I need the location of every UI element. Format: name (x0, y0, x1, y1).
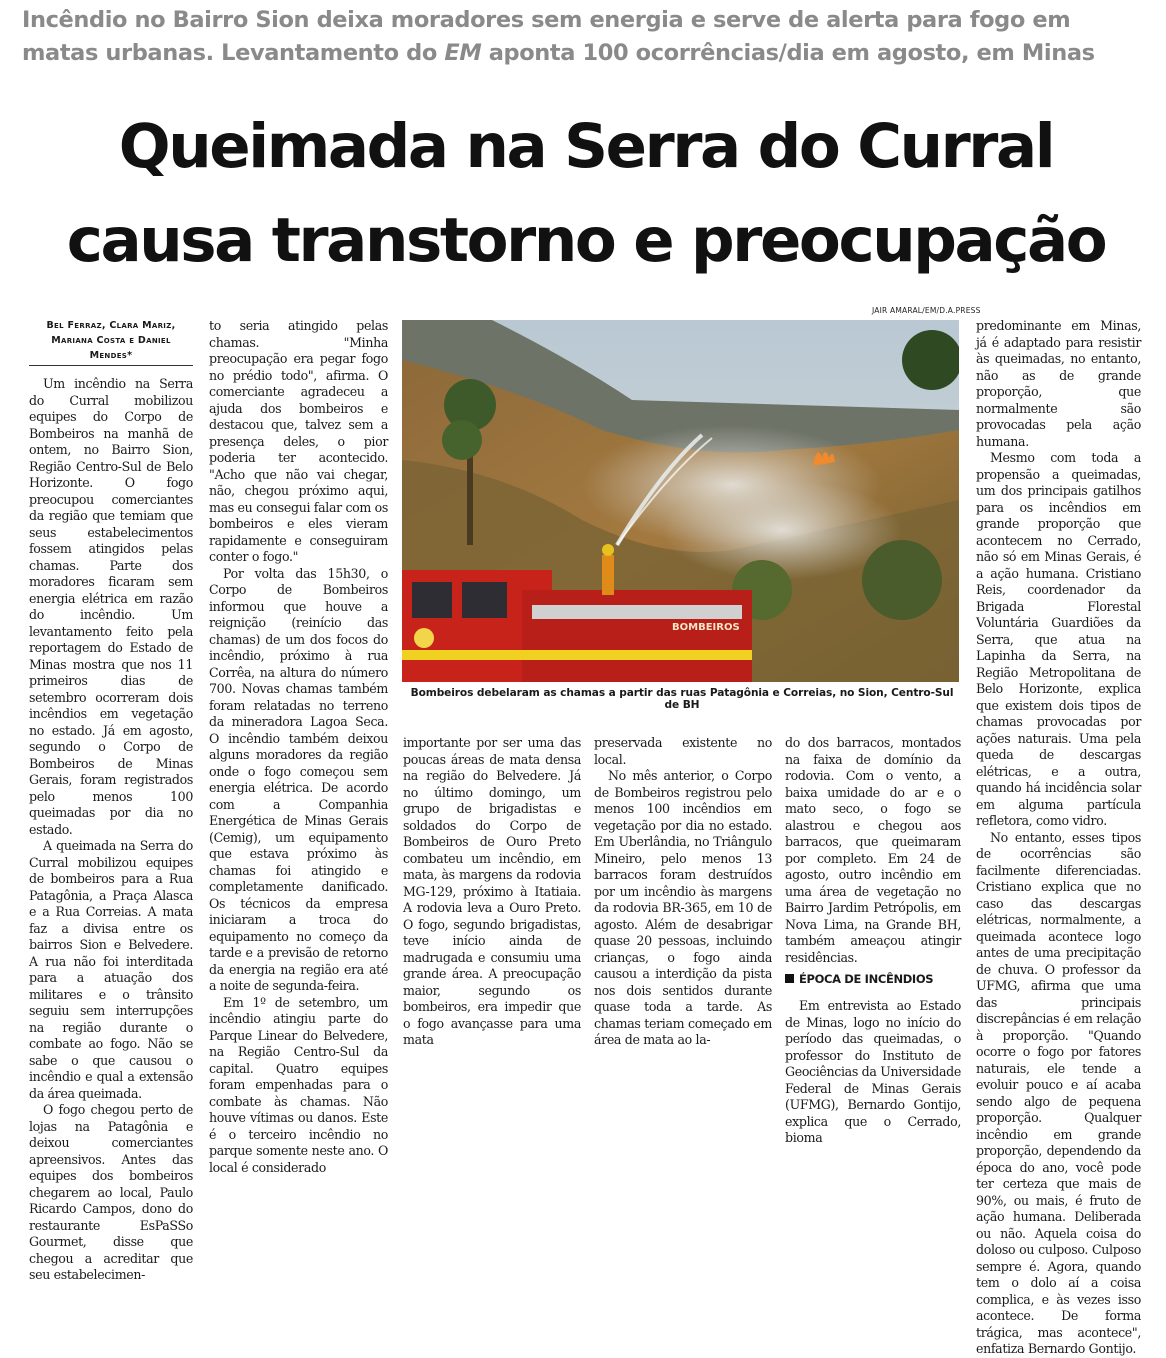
paragraph: Um incêndio na Serra do Curral mobilizou equipes do Corpo de Bombeiros na manhã de ontem, no Bairro Sion, Região Centro-Sul de Belo Horizonte. O fogo preocupou comerciantes da região que temiam que seus estabelecimentos fossem atingidos pelas chamas. Parte dos moradores ficaram sem energia elétrica em razão do incêndio. Um levantamento feito pela reportagem do Estado de Minas mostra que nos 11 primeiros dias de setembro ocorreram dois incêndios em vegetação no estado. Já em agosto, segundo o Corpo de Bombeiros de Minas Gerais, foram registrados pelo menos 100 queimadas por dia no estado. (29, 376, 193, 837)
paragraph: No entanto, esses tipos de ocorrências são facilmente diferenciadas. Cristiano explica que no caso das descargas elétricas, normalmente, a queimada acontece logo antes de uma precipitação de chuva. O professor da UFMG, afirma que uma das principais discrepâncias é em relação à proporção. "Quando ocorre o fogo por fatores naturais, ele tende a evoluir pouco e aí acaba sendo algo de pequena proporção. Qualquer incêndio em grande proporção, dependendo da época do ano, você pode ter certeza que mais de 90%, ou mais, é fruto de ação humana. Deliberada ou não. Aquela coisa do doloso ou culposo. Culposo sempre é. Agora, quando tem o dolo aí a coisa complica, e às vezes isso acontece. De forma trágica, mas acontece", enfatiza Bernardo Gontijo. (976, 829, 1141, 1356)
paragraph: Em entrevista ao Estado de Minas, logo no início do período das queimadas, o professor do Instituto de Geociências da Universidade Federal de Minas Gerais (UFMG), Bernardo Gontijo, explica que o Cerrado, bioma (785, 998, 961, 1145)
byline-line-1: Bel Ferraz, Clara Mariz, (46, 320, 176, 331)
paragraph: do dos barracos, montados na faixa de domínio da rodovia. Com o vento, a baixa umidade do ar e o mato seco, o fogo se alastrou e chegou aos barracos, que queimaram por completo. Em 24 de agosto, outro incêndio em uma área de vegetação no Bairro Jardim Petrópolis, em Nova Lima, na Grande BH, também ameaçou atingir residências. (785, 735, 961, 965)
kicker-line-1: Incêndio no Bairro Sion deixa moradores sem energia e serve de alerta para fogo em (22, 7, 1071, 33)
byline-line-2: Mariana Costa e Daniel Mendes* (51, 335, 171, 361)
article-column-3 (403, 735, 581, 1049)
square-bullet-icon (785, 974, 794, 983)
paragraph: to seria atingido pelas chamas. "Minha preocupação era pegar fogo no prédio todo", afirma. O comerciante agradeceu a ajuda dos bombeiros e destacou que, talvez sem a presença deles, o pior poderia ter acontecido. "Acho que não vai chegar, não, chegou próximo aqui, mas eu consegui falar com os bombeiros e eles vieram rapidamente e conseguiram conter o fogo." (209, 318, 388, 564)
photo-credit: JAIR AMARAL/EM/D.A.PRESS (872, 306, 981, 315)
photo-caption: Bombeiros debelaram as chamas a partir das ruas Patagônia e Correias, no Sion, Centro-Sul de BH (410, 687, 954, 711)
paragraph: predominante em Minas, já é adaptado para resistir às queimadas, no entanto, não as de grande proporção, que normalmente são provocadas pela ação humana. (976, 318, 1141, 449)
headline-line-2: causa transtorno e preocupação (66, 205, 1106, 276)
kicker (22, 4, 1147, 70)
article-column-1 (29, 318, 193, 1284)
article-column-4 (594, 735, 772, 1049)
paragraph: Por volta das 15h30, o Corpo de Bombeiros informou que houve a reignição (reinício das chamas) de um dos focos do incêndio, próximo à rua Corrêa, na altura do número 700. Novas chamas também foram relatadas no terreno da mineradora Lagoa Seca. O incêndio também deixou alguns moradores da região onde o fogo começou sem energia elétrica. De acordo com a Companhia Energética de Minas Gerais (Cemig), um equipamento que estava próximo às chamas foi atingido e completamente danificado. Os técnicos da empresa iniciaram a troca do equipamento no começo da tarde e a previsão de retorno da energia na região era até a noite de segunda-feira. (209, 565, 388, 993)
paragraph: preservada existente no local. (594, 735, 772, 767)
kicker-line-2 (22, 37, 1147, 70)
subhead-text: ÉPOCA DE INCÊNDIOS (799, 972, 934, 986)
paragraph: O fogo chegou perto de lojas na Patagônia e deixou comerciantes apreensivos. Antes das equipes dos bombeiros chegarem ao local, Paulo Ricardo Campos, dono do restaurante EsPaSSo Gourmet, disse que chegou a acreditar que seu estabelecimen- (29, 1102, 193, 1282)
kicker-em: EM (444, 40, 482, 66)
fire-photo (402, 320, 959, 682)
kicker-line-2-pre: matas urbanas. Levantamento do (22, 40, 445, 66)
paragraph: importante por ser uma das poucas áreas de mata densa na região do Belvedere. Já no último domingo, um grupo de brigadistas e soldados do Corpo de Bombeiros de Ouro Preto combateu um incêndio, em mata, às margens da rodovia MG-129, próximo à Itatiaia. A rodovia leva a Ouro Preto. O fogo, segundo brigadistas, teve início ainda de madrugada e consumiu uma grande área. A preocupação maior, segundo os bombeiros, era impedir que o fogo avançasse para uma mata (403, 735, 581, 1047)
headline (36, 100, 1136, 288)
paragraph: Mesmo com toda a propensão a queimadas, um dos principais gatilhos para os incêndios em grande proporção que acontecem no Cerrado, não só em Minas Gerais, é a ação humana. Cristiano Reis, coordenador da Brigada Florestal Voluntária Guardiões da Serra, que atua na Lapinha da Serra, na Região Metropolitana de Belo Horizonte, explica que existem dois tipos de chamas provocadas por ações naturais. Uma pela queda de descargas elétricas, e a outra, quando há incidência solar em alguma partícula refletora, como vidro. (976, 450, 1141, 828)
article-column-6 (976, 318, 1141, 1358)
article-column-2 (209, 318, 388, 1176)
byline (29, 318, 193, 366)
truck-label: BOMBEIROS (672, 622, 740, 633)
kicker-line-2-post: aponta 100 ocorrências/dia em agosto, em Minas (481, 40, 1095, 66)
subhead (785, 972, 961, 986)
paragraph: A queimada na Serra do Curral mobilizou equipes de bombeiros para a Rua Patagônia, a Praça Alasca e a Rua Correias. A mata faz a divisa entre os bairros Sion e Belvedere. A rua não foi interditada para a atuação dos militares e o trânsito seguiu sem interrupções na região durante o combate ao fogo. Não se sabe o que causou o incêndio e qual a extensão da área queimada. (29, 838, 193, 1101)
article-column-5 (785, 735, 961, 1147)
paragraph: Em 1º de setembro, um incêndio atingiu parte do Parque Linear do Belvedere, na Região Centro-Sul da capital. Quatro equipes foram empenhadas para o combate às chamas. Não houve vítimas ou danos. Este é o terceiro incêndio no parque somente neste ano. O local é considerado (209, 994, 388, 1175)
headline-line-1: Queimada na Serra do Curral (118, 111, 1054, 182)
paragraph: No mês anterior, o Corpo de Bombeiros registrou pelo menos 100 incêndios em vegetação por dia no estado. Em Uberlândia, no Triângulo Mineiro, pelo menos 13 barracos foram destruídos por um incêndio às margens da rodovia BR-365, em 10 de agosto. Além de desabrigar quase 20 pessoas, incluindo crianças, o fogo ainda causou a interdição da pista nos dois sentidos durante quase toda a tarde. As chamas teriam começado em área de mata ao la- (594, 768, 772, 1047)
